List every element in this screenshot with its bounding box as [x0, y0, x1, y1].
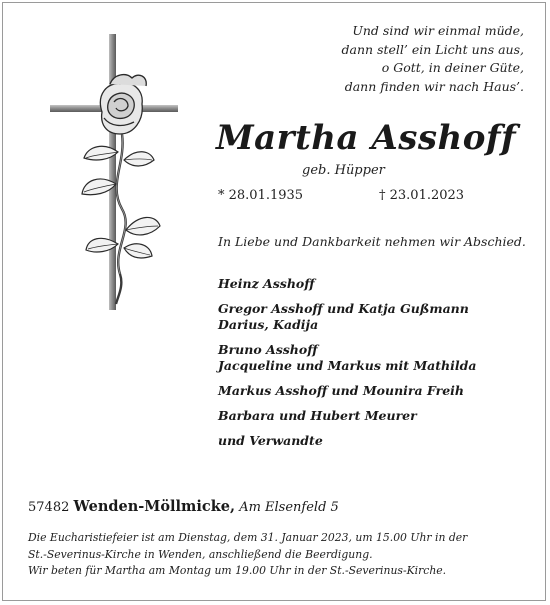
poem-line: dann stell’ ein Licht uns aus,: [341, 41, 524, 57]
mourner-line: Jacqueline und Markus mit Mathilda: [218, 358, 477, 373]
mourner-line: und Verwandte: [218, 433, 323, 448]
deceased-name: Martha Asshoff: [216, 118, 517, 158]
mourner-group: [218, 408, 476, 424]
note-line: St.-Severinus-Kirche in Wenden, anschließend die Beerdigung.: [28, 547, 373, 561]
death-date: † 23.01.2023: [379, 188, 465, 203]
poem-line: dann finden wir nach Haus’.: [344, 78, 524, 94]
address-street: Am Elsenfeld 5: [239, 500, 339, 515]
mourner-group: [218, 433, 476, 449]
cross-with-rose-icon: [50, 34, 180, 310]
birth-date: * 28.01.1935: [218, 188, 304, 203]
service-notes: [28, 530, 467, 580]
note-line: Wir beten für Martha am Montag um 19.00 Uhr in der St.-Severinus-Kirche.: [28, 564, 447, 577]
mourner-group: [218, 383, 476, 399]
poem-line: Und sind wir einmal müde,: [352, 23, 524, 38]
mourner-line: Gregor Asshoff und Katja Gußmann: [218, 301, 469, 316]
mourner-line: Darius, Kadija: [218, 317, 319, 332]
note-line: Die Eucharistiefeier ist am Dienstag, dem 31. Januar 2023, um 15.00 Uhr in der: [28, 531, 468, 544]
mourner-group: [218, 301, 476, 333]
address: [28, 498, 339, 515]
mourner-line: Barbara und Hubert Meurer: [218, 408, 417, 423]
mourner-group: [218, 276, 476, 292]
poem-line: o Gott, in deiner Güte,: [381, 60, 524, 75]
poem: [342, 22, 524, 96]
mourners-list: [218, 276, 476, 458]
born-name: geb. Hüpper: [302, 163, 385, 178]
mourner-group: [218, 342, 476, 374]
mourner-line: Bruno Asshoff: [218, 342, 318, 357]
mourner-line: Markus Asshoff und Mounira Freih: [218, 383, 464, 398]
address-city: Wenden-Möllmicke,: [73, 498, 236, 515]
mourner-line: Heinz Asshoff: [218, 276, 315, 291]
farewell-text: In Liebe und Dankbarkeit nehmen wir Abschied.: [218, 234, 526, 249]
address-zip: 57482: [28, 500, 70, 515]
